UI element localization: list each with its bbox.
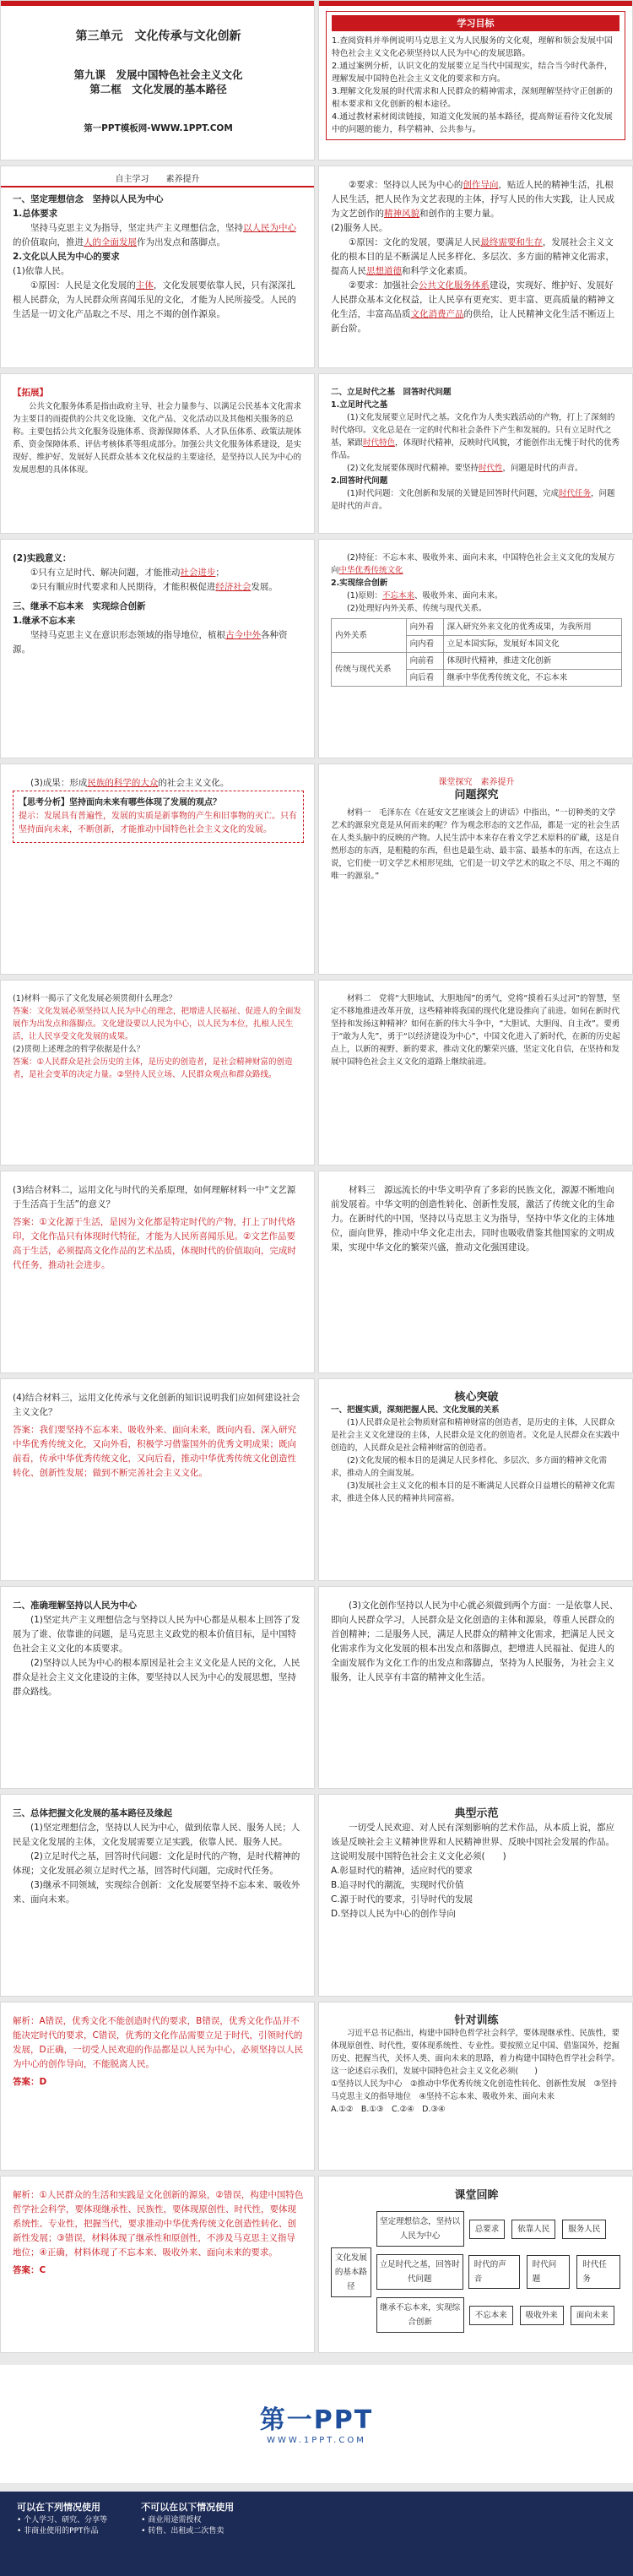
- slide-objectives: [318, 0, 633, 160]
- slide-paths-summary: [0, 1794, 315, 1997]
- training-header: 针对训练: [454, 2014, 499, 2027]
- slide-people-centered: [0, 166, 315, 368]
- slide-question-4: [0, 1378, 315, 1581]
- subheading: 1.总体要求: [13, 209, 58, 219]
- leaf: 总要求: [469, 2220, 506, 2239]
- relations-table: [331, 618, 622, 687]
- objective-line: 4.通过教材素材阅读链接，知道文化发展的基本路径，提高辩证看待文化发展中的问题的能力，科学精神、公共参与。: [332, 112, 613, 134]
- think-question: 【思考分析】坚持面向未来有哪些体现了发展的观点？: [19, 798, 221, 807]
- paragraph: (1)坚定共产主义理想信念与坚持以人民为中心都是从根本上回答了发展为了谁、依靠谁的问题，是马克思主义政党的根本价值目标，是中国特色社会主义文化的本质要求。: [13, 1615, 300, 1654]
- map-branch: [376, 2211, 622, 2247]
- leaf: 依靠人民: [511, 2220, 555, 2239]
- footer-line: • 转售、出租或二次售卖: [141, 2527, 225, 2535]
- brand-site: WWW.1PPT.COM: [267, 2436, 366, 2445]
- slide-example: [318, 1794, 633, 1997]
- footer-right-title: 不可以在以下情况使用: [141, 2502, 235, 2513]
- answer: 答案：我们要坚持不忘本来、吸收外来、面向未来，既向内看、深入研究中华优秀传统文化，又向外看，积极学习借鉴国外的优秀文明成果；既向前看，传承中华优秀传统文化，又向后看，推动中华优秀传统文化创造性转化、创新性发展；做到不断完善社会主义文化。: [13, 1425, 296, 1478]
- subheading: 1.继承不忘本来: [13, 616, 76, 626]
- slide-question-3: [0, 1171, 315, 1373]
- tab-literacy: 素养提升: [165, 175, 200, 184]
- answer: 答案：文化发展必须坚持以人民为中心的理念，把增进人民福祉、促进人的全面发展作为出发点和落脚点。文化建设要以人民为中心，以人民为本位，扎根人民生活，让人民享受文化发展的成果。: [13, 1007, 302, 1041]
- question: (1)依靠人民。: [13, 266, 70, 276]
- lesson-title: 第九课 发展中国特色社会主义文化: [73, 68, 243, 81]
- table-row: [332, 653, 622, 670]
- table-cell: 继承中华优秀传统文化，不忘本来: [443, 670, 621, 687]
- training-options: ①坚持以人民为中心 ②推动中华优秀传统文化创造性转化、创新性发展 ③坚持马克思主义的指导地位 ④坚持不忘本来、吸收外来、面向未来: [331, 2079, 618, 2101]
- brand-logo: 第一PPT: [259, 2405, 374, 2435]
- slide-inquiry: [318, 764, 633, 975]
- paragraph: (3)发展社会主义文化的根本目的是不断满足人民群众日益增长的精神文化需求，推进全体人民的精神共同富裕。: [331, 1481, 615, 1503]
- slide-innovation: [318, 539, 633, 758]
- paragraph: (2)文化发展要体现时代精神。要坚持时代性，问题是时代的声音。: [347, 464, 583, 473]
- training-question: 习近平总书记指出，构建中国特色哲学社会科学，要体现继承性、民族性，要体现原创性、时代性，要体现系统性、专业性。要按照立足中国、借鉴国外，挖掘历史、把握当代，关怀人类、面向未来的思路，着力构建中国特色哲学社会科学。这一论述启示我们，发展中国特色社会主义文化必须( ): [331, 2029, 620, 2076]
- slide-core-breakthrough: [318, 1378, 633, 1581]
- objectives-box: [326, 11, 625, 140]
- footer: [0, 2492, 633, 2576]
- footer-line: • 非商业使用的PPT作品: [17, 2527, 99, 2535]
- leaf: 面向未来: [571, 2306, 614, 2325]
- option-c: C.源于时代的要求，引导时代的发展: [331, 1894, 473, 1905]
- analysis: 解析：A错误，优秀文化不能创造时代的要求，B错误，优秀文化作品并不能决定时代的要求，C错误，优秀的文化作品需要立足于时代，引领时代的发展，D正确，一切受人民欢迎的作品都是以人民为中心，必须坚持以人民为中心的创作导向，不能脱离人民。: [13, 2016, 304, 2069]
- paragraph: (1)人民群众是社会物质财富和精神财富的创造者，是历史的主体，人民群众是社会主义文化建设的主体，人民群众是文化的创造者。文化是人民群众在实践中创造的，人民群众是社会精神财富的创造者。: [331, 1418, 620, 1453]
- paragraph: ②要求：加强社会公共文化服务体系建设，实现好、维护好、发展好人民群众基本文化权益，让人民享有更充实、更丰富、更高质量的精神文化生活，丰富高品质文化消费产品的供给，让人民精神文化生活不断迈上新台阶。: [331, 280, 614, 334]
- paragraph: (3)文化创作坚持以人民为中心就必须做到两个方面：一是依靠人民、即向人民群众学习，人民群众是文化创造的主体和源泉，尊重人民群众的首创精神；二是服务人民，满足人民群众的精神文化需求，把满足人民文化需求作为文化发展的根本出发点和落脚点，把增进人民福祉、促进人的全面发展作为文化工作的出发点和落脚点，坚持为人民服务，为社会主义服务，让人民享有丰富的精神文化生活。: [331, 1600, 619, 1682]
- objective-line: 3.理解文化发展的时代需求和人民群众的精神需求，深刻理解坚持守正创新的根本要求和文化创新的根本途径。: [332, 87, 613, 109]
- paragraph: ②要求：坚持以人民为中心的创作导向，贴近人民的精神生活，扎根人民生活，把人民作为文艺表现的主体，抒写人民的伟大实践，让人民成为文艺创作的精神风貌和创作的主要力量。: [331, 180, 614, 219]
- option-d: D.坚持以人民为中心的创作导向: [331, 1909, 456, 1919]
- concept-map: [331, 2211, 622, 2333]
- table-cell: 体现时代精神，推进文化创新: [443, 653, 621, 670]
- footer-line: • 个人学习、研究、分享等: [17, 2516, 108, 2524]
- branch-label: 立足时代之基，回答时代问题: [376, 2254, 463, 2290]
- table-cell: 立足本国实际，发展好本国文化: [443, 636, 621, 653]
- leaf: 吸收外来: [520, 2306, 564, 2325]
- section-heading: 二、立足时代之基 回答时代问题: [331, 388, 452, 397]
- footer-right: [141, 2500, 234, 2535]
- branch-label: 坚定理想信念，坚持以人民为中心: [376, 2211, 464, 2247]
- paragraph: (3)成果：形成民族的科学的大众的社会主义文化。: [30, 778, 230, 788]
- extension-label: 【拓展】: [13, 388, 48, 398]
- core-header: 核心突破: [454, 1391, 499, 1404]
- slide-serve-people: [318, 166, 633, 368]
- map-root: 文化发展的基本路径: [331, 2247, 371, 2297]
- slide-training: [318, 2002, 633, 2171]
- option-b: B.追寻时代的潮流，实现时代价值: [331, 1880, 464, 1890]
- material-two: 材料二 党将“大胆地试、大胆地闯”的勇气，党将“摸着石头过河”的智慧，坚定不移地推进改革开放，这些精神将我国的现代化建设推向了前进。如何在新时代坚持和发扬这种精神？如何在新的伟大斗争中，“大胆试、大胆闯、自主改”。要勇于“敢为人先”，勇于“以经济建设为中心”，中国文化进入了新时代，在新的历史起点上，以新的视野、新的要求，推动文化的繁荣兴盛，坚定文化自信，在坚持和发展中国特色社会主义文化的道路上继续前进。: [331, 994, 620, 1067]
- answer: 答案：①文化源于生活，是因为文化都是特定时代的产物，打上了时代烙印，文化作品只有体现时代特征，才能为人民所喜闻乐见。②文艺作品要高于生活，必须提高文化作品的艺术品质，体现时代的价值取向，完成时代任务，推动社会进步。: [13, 1217, 296, 1270]
- paragraph: (3)继承不同领域，实现综合创新：文化发展要坚持不忘本来、吸收外来、面向未来。: [13, 1880, 300, 1905]
- logo-strip: [0, 2365, 633, 2483]
- objective-line: 1.查阅资料并举例说明马克思主义为人民服务的文化观，理解和领会发展中国特色社会主义文化必须坚持以人民为中心的发展思路。: [332, 36, 613, 58]
- review-header: 课堂回眸: [454, 2189, 499, 2202]
- option-a: A.彰显时代的精神，适应时代的要求: [331, 1866, 473, 1876]
- slide-title: [0, 0, 315, 160]
- section-heading: 一、把握实质，深刻把握人民、文化发展的关系: [331, 1405, 500, 1415]
- footer-line: • 商业用途需授权: [141, 2516, 202, 2524]
- section-heading: 一、坚定理想信念 坚持以人民为中心: [13, 194, 164, 204]
- leaf: 时代任务: [576, 2255, 620, 2289]
- paragraph: (2)坚持以人民为中心的根本原因是社会主义文化是人民的文化，人民群众是社会主义文化建设的主体，要坚持以人民为中心的发展思想，坚持群众路线。: [13, 1658, 300, 1697]
- table-cell: 传统与现代关系: [332, 653, 407, 687]
- material-one: 材料一 毛泽东在《在延安文艺座谈会上的讲话》中指出，“一切种类的文学艺术的源泉究竟是从何而来的呢？作为观念形态的文艺作品，都是一定的社会生活在人类头脑中的反映的产物。人民生活中本来存在着文学艺术原料的矿藏，这是自然形态的东西，是粗糙的东西，但也是最生动、最丰富、最基本的东西，在这点上说，它们使一切文学艺术相形见绌，它们是一切文学艺术的取之不尽、用之不竭的唯一的源泉。”: [331, 808, 620, 881]
- paragraph: (2)文化发展的根本目的是满足人民多样化、多层次、多方面的精神文化需求，推动人的全面发展。: [331, 1456, 607, 1478]
- paragraph: (1)时代问题：文化创新和发展的关键是回答时代问题，完成时代任务，问题是时代的声音。: [331, 489, 615, 511]
- tab-self-study: 自主学习: [115, 175, 149, 184]
- answer: 答案：①人民群众是社会历史的主体，是历史的创造者，是社会精神财富的创造者，是社会变革的决定力量。②坚持人民立场、人民群众观点和群众路线。: [13, 1057, 293, 1079]
- footer-left-title: 可以在下列情况使用: [17, 2502, 100, 2513]
- paragraph: (2)处理好内外关系、传统与现代关系。: [347, 604, 487, 613]
- training-choices: A.①② B.①③ C.②④ D.③④: [331, 2105, 446, 2114]
- table-cell: 深入研究外来文化的优秀成果，为我所用: [443, 619, 621, 636]
- paragraph: ①只有立足时代、解决问题，才能推动社会进步；: [30, 568, 225, 578]
- slide-material-two: [318, 980, 633, 1166]
- slide-example-answer: [0, 2002, 315, 2171]
- paragraph: (1)坚定理想信念，坚持以人民为中心，做到依靠人民、服务人民；人民是文化发展的主体，文化发展需要立足实践，依靠人民、服务人民。: [13, 1823, 300, 1847]
- map-branch: [376, 2253, 622, 2291]
- subheading: 2.回答时代问题: [331, 476, 388, 486]
- branch-label: 继承不忘本来，实现综合创新: [376, 2297, 464, 2333]
- paragraph: (1)文化发展要立足时代之基。文化作为人类实践活动的产物，打上了深刻的时代烙印。文化总是在一定的时代和社会条件下产生和发展的。只有立足时代之基，紧跟时代特色，体现时代精神，反映时代风貌，才能创作出无愧于时代的优秀作品。: [331, 413, 620, 460]
- example-question: 一切受人民欢迎、对人民有深刻影响的艺术作品，从本质上说，都应该是反映社会主义精神世界和人民精神世界、反映中国社会发展的作品。这说明发展中国特色社会主义文化必须( ): [331, 1823, 614, 1861]
- table-cell: 向内看: [406, 636, 443, 653]
- table-cell: 向后看: [406, 670, 443, 687]
- slide-question-1: [0, 980, 315, 1166]
- question: (1)材料一揭示了文化发展必须贯彻什么理念？: [13, 994, 176, 1003]
- think-answer: 提示：发展具有普遍性，发展的实质是新事物的产生和旧事物的灭亡。只有坚持面向未来，不断创新，才能推动中国特色社会主义文化的发展。: [19, 812, 297, 834]
- extension-text: 公共文化服务体系是指由政府主导、社会力量参与、以满足公民基本文化需求为主要目的而提供的公共文化设施、文化产品、文化活动以及其他相关服务的总称。主要包括公共文化服务设施体系、资源保障体系、人才队伍体系、政策法规体系、资金保障体系、评估考核体系等组成部分。加强公共文化服务体系建设，是实现好、维护好、发展好人民群众基本文化权益的主要途径，是坚持以人民为中心的发展思想的具体体现。: [13, 402, 302, 475]
- subheading: 2.文化以人民为中心的要求: [13, 252, 120, 262]
- question: (2)服务人民。: [331, 223, 388, 233]
- slide-practical: [0, 539, 315, 758]
- map-branch: [376, 2297, 622, 2333]
- site-label: 第一PPT模板网-WWW.1PPT.COM: [84, 123, 233, 133]
- unit-title: 第三单元 文化传承与文化创新: [75, 30, 241, 43]
- paragraph: 坚持马克思主义在意识形态领域的指导地位，植根古今中外各种资源。: [13, 630, 288, 655]
- answer: 答案：D: [13, 2077, 47, 2087]
- paragraph: ②只有顺应时代要求和人民期待，才能积极促进经济社会发展。: [30, 582, 278, 592]
- inquiry-header: 课堂探究 素养提升: [438, 778, 515, 787]
- question: (3)结合材料二，运用文化与时代的关系原理，如何理解材料一中“文艺源于生活高于生活”的意义？: [13, 1185, 296, 1209]
- leaf: 时代问题: [527, 2255, 571, 2289]
- paragraph: (2)立足时代之基，回答时代问题：文化是时代的产物，是时代精神的体现；文化发展必须立足时代之基，回答时代问题，完成时代任务。: [13, 1851, 300, 1876]
- top-bar: [1, 1, 314, 6]
- paragraph: ①原因：文化的发展，要满足人民最终需要和生存，发展社会主义文化的根本目的是不断满足人民多样化、多层次、多方面的精神文化需求，提高人民思想道德和科学文化素质。: [331, 237, 614, 276]
- frame-title: 第二框 文化发展的基本路径: [89, 83, 227, 95]
- slide-time-base: [318, 373, 633, 534]
- objective-line: 2.通过案例分析，认识文化的发展要立足当代中国现实，结合当今时代条件，理解发展中国特色社会主义文化的要求和方向。: [332, 62, 613, 84]
- table-cell: 向外看: [406, 619, 443, 636]
- map-branches: [376, 2211, 622, 2333]
- leaf: 时代的声音: [468, 2255, 520, 2289]
- paragraph: (1)原则：不忘本来、吸收外来、面向未来。: [347, 591, 503, 601]
- think-box: [13, 791, 304, 843]
- answer: 答案：C: [13, 2265, 46, 2275]
- table-cell: 向前看: [406, 653, 443, 670]
- objectives-header: 学习目标: [332, 15, 619, 31]
- table-cell: 内外关系: [332, 619, 407, 653]
- leaf: 不忘本来: [469, 2306, 513, 2325]
- section-heading: 二、准确理解坚持以人民为中心: [13, 1600, 137, 1611]
- slide-achievement: [0, 764, 315, 975]
- section-heading: 三、继承不忘本来 实现综合创新: [13, 601, 146, 611]
- question: (2)贯彻上述理念的哲学依据是什么？: [13, 1045, 144, 1054]
- slide-material-three: [318, 1171, 633, 1373]
- subheading: 1.立足时代之基: [331, 400, 388, 410]
- example-header: 典型示范: [454, 1807, 499, 1820]
- paragraph: 坚持马克思主义为指导，坚定共产主义理想信念，坚持以人民为中心的价值取向，推进人的全面发展作为出发点和落脚点。: [13, 223, 296, 247]
- paragraph: (2)特征：不忘本来、吸收外来、面向未来，中国特色社会主义文化的发展方向中华优秀传统文化: [331, 553, 615, 575]
- leaf: 服务人民: [562, 2220, 606, 2239]
- subheading: (2)实践意义：: [13, 553, 72, 563]
- analysis: 解析：①人民群众的生活和实践是文化创新的源泉，②错误，构建中国特色哲学社会科学，要体现继承性、民族性，要体现原创性、时代性，要体现系统性、专业性，把握当代，要求推动中华优秀传统文化创造性转化、创新性发展；③错误，材料体现了继承性和原创性，不涉及马克思主义指导地位；④正确，材料体现了不忘本来、吸收外来、面向未来的要求。: [13, 2190, 304, 2258]
- tab-header: [1, 171, 314, 187]
- footer-left: [17, 2500, 107, 2535]
- paragraph: ①原因：人民是文化发展的主体，文化发展要依靠人民，只有深深扎根人民群众，为人民群众所喜闻乐见的文化，才能为人民所接受。人民的生活是一切文化产品取之不尽、用之不竭的创作源泉。: [13, 280, 296, 319]
- inquiry-title: 问题探究: [454, 789, 499, 802]
- top-bar: [319, 1, 632, 6]
- slide-extension: [0, 373, 315, 534]
- section-heading: 三、总体把握文化发展的基本路径及缘起: [13, 1808, 172, 1818]
- subheading: 2.实现综合创新: [331, 579, 388, 588]
- slide-creation: [318, 1586, 633, 1789]
- slide-understanding: [0, 1586, 315, 1789]
- material-three: 材料三 源远流长的中华文明孕育了多彩的民族文化，源源不断地向前发展着。中华文明的创造性转化、创新性发展，激活了传统文化的生命力。在新时代的中国，坚持以马克思主义为指导，坚持中华文化的主体地位，面向世界，推动中华文化走出去，同时也吸收借鉴其他国家的文明成果，实现中华文化的繁荣兴盛，推动文化强国建设。: [331, 1185, 614, 1253]
- question: (4)结合材料三，运用文化传承与文化创新的知识说明我们应如何建设社会主义文化？: [13, 1393, 300, 1417]
- slide-review-map: [318, 2176, 633, 2353]
- table-row: [332, 619, 622, 636]
- slide-training-answer: [0, 2176, 315, 2353]
